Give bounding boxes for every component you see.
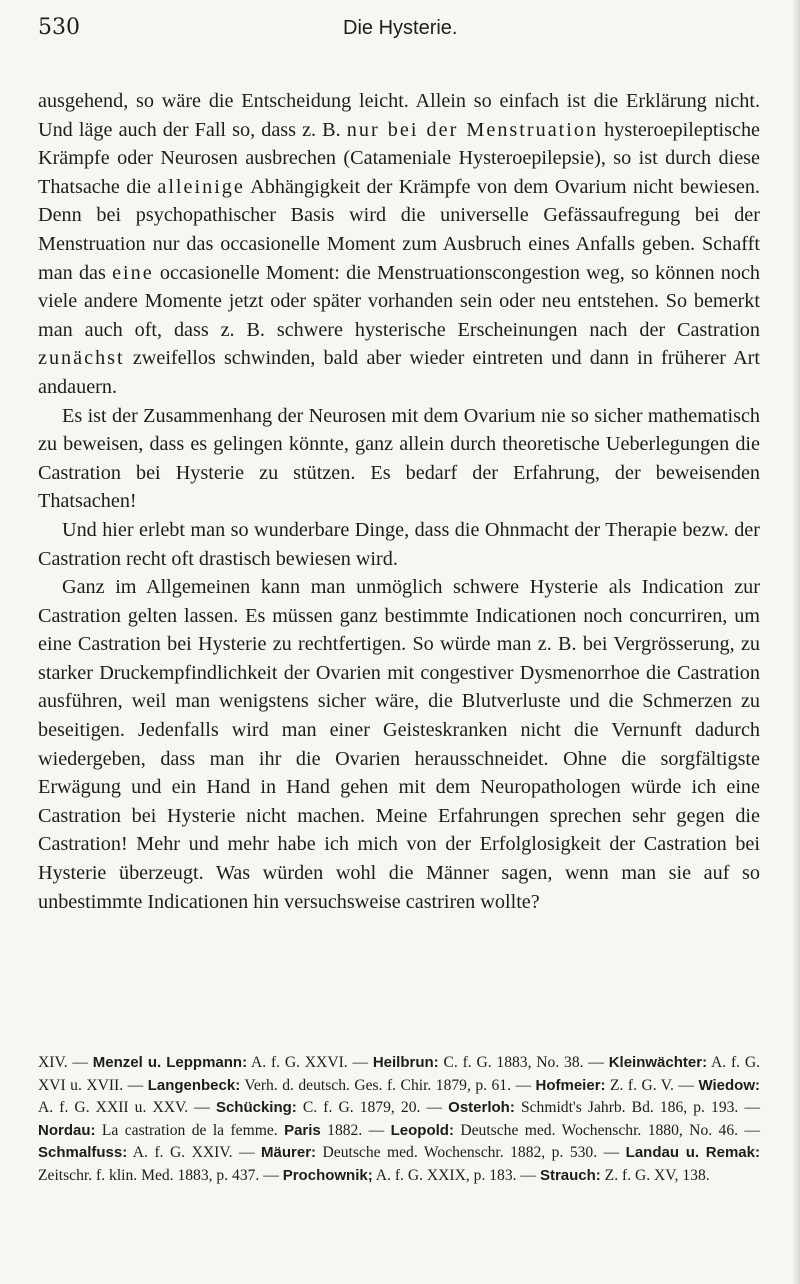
paragraph-3: Und hier erlebt man so wunderbare Dinge, dass die Ohnmacht der Therapie bezw. der Castration recht oft drastisch bewiesen wird. [38, 518, 760, 570]
ref-author: Hofmeier: [535, 1076, 606, 1094]
ref-author: Landau u. Remak: [625, 1144, 760, 1161]
running-title: Die Hysterie. [343, 17, 458, 39]
ref-author: Kleinwächter: [608, 1054, 708, 1071]
paragraph-4: Ganz im Allgemeinen kann man unmöglich schwere Hysterie als Indication zur Castration gelten lassen. Es müssen ganz bestimmte Indicationen noch concurriren, um eine Castration bei Hysterie zu rechtfertigen. So würde man z. B. bei Vergrösserung, zu starker Druckempfindlichkeit der Ovarien mit congestiver Dysmenorrhoe die Castration ausführen, weil man wenigstens sicher wäre, die Blutverluste und die Schmerzen zu beseitigen. Jedenfalls wird man einer Geisteskranken nicht die Vernunft dadurch wiedergeben, dass man ihr die Ovarien herausschneidet. Ohne die sorgfältigste Erwägung und ein Hand in Hand gehen mit dem Neuropathologen würde ich eine Castration bei Hysterie nicht machen. Meine Erfahrungen sprechen sehr gegen die Castration! Mehr und mehr habe ich mich von der Erfolglosigkeit der Castration bei Hysterie überzeugt. Was würden wohl die Männer sagen, wenn man sie auf so unbestimmte Indicationen hin versuchsweise castriren wollte? [38, 576, 760, 913]
ref-author: Nordau: [38, 1121, 96, 1139]
page-number: 530 [38, 15, 80, 40]
ref-author: Osterloh: [448, 1099, 515, 1116]
page-edge-shadow [792, 0, 800, 1284]
emphasis: alleinige [157, 175, 245, 198]
ref-author: Mäurer: [261, 1144, 317, 1161]
references: XIV. — Menzel u. Leppmann: A. f. G. XXVI. — Heilbrun: C. f. G. 1883, No. 38. — Kleinwächter: A. f. G. XVI u. XVII. — Langenbeck: Verh. d. deutsch. Ges. f. Chir. 1879, p. 61. — Hofmeier: Z. f. G. V. — Wiedow: A. f. G. XXII u. XXV. — Schücking: C. f. G. 1879, 20. — Osterloh: Schmidt's Jahrb. Bd. 186, p. 193. — Nordau: La castration de la femme. Paris 1882. — Leopold: Deutsche med. Wochenschr. 1880, No. 46. — Schmalfuss: A. f. G. XXIV. — Mäurer: Deutsche med. Wochenschr. 1882, p. 530. — Landau u. Remak: Zeitschr. f. klin. Med. 1883, p. 437. — Prochownik; A. f. G. XXIX, p. 183. — Strauch: Z. f. G. XV, 138. [38, 1054, 761, 1184]
ref-author: Langenbeck: [147, 1076, 241, 1094]
emphasis: nur bei der Menstruation [346, 118, 599, 141]
ref-author: Prochownik; [282, 1166, 373, 1184]
paragraph-2: Es ist der Zusammenhang der Neurosen mit dem Ovarium nie so sicher mathematisch zu beweisen, dass es gelingen könnte, ganz allein durch theoretische Ueberlegungen die Castration bei Hysterie zu stützen. Es bedarf der Erfahrung, der beweisenden Thatsachen! [38, 404, 760, 513]
ref-author: Schmalfuss: [38, 1144, 128, 1161]
body-text [38, 87, 760, 916]
paragraph-1: ausgehend, so wäre die Entscheidung leicht. Allein so einfach ist die Erklärung nicht. Und läge auch der Fall so, dass z. B. nur bei der Menstruation hysteroepileptische Krämpfe oder Neurosen ausbrechen (Catameniale Hysteroepilepsie), so ist durch diese Thatsache die alleinige Abhängigkeit der Krämpfe von dem Ovarium nicht bewiesen. Denn bei psychopathischer Basis wird die universelle Gefässaufregung bei der Menstruation nur das occasionelle Moment zum Ausbruch eines Anfalls geben. Schafft man das eine occasionelle Moment: die Menstruationscongestion weg, so können noch viele andere Momente jetzt oder später vorhanden sein oder neu entstehen. So bemerkt man auch oft, dass z. B. schwere hysterische Erscheinungen nach der Castration zunächst zweifellos schwinden, bald aber wieder eintreten und dann in früherer Art andauern. [38, 90, 761, 398]
ref-author: Menzel u. Leppmann: [92, 1054, 248, 1071]
emphasis: eine [112, 261, 154, 284]
ref-author: Wiedow: [698, 1076, 760, 1094]
ref-author: Strauch: [539, 1166, 601, 1184]
ref-author: Heilbrun: [372, 1054, 439, 1071]
page-header [38, 13, 758, 47]
ref-author: Leopold: [390, 1121, 454, 1139]
emphasis: zunächst [38, 347, 125, 370]
ref-place: Paris [284, 1121, 321, 1139]
ref-author: Schücking: [215, 1099, 297, 1116]
